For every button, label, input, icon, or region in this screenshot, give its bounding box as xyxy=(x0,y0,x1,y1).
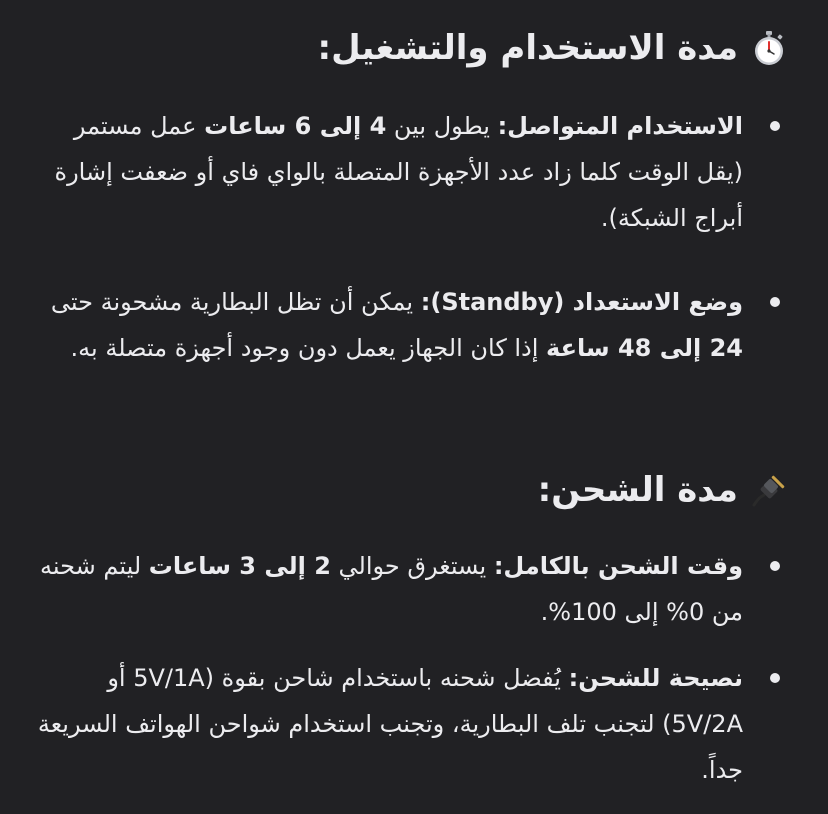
item-highlight: 2 إلى 3 ساعات xyxy=(148,551,331,580)
item-text: يستغرق حوالي xyxy=(330,551,494,580)
charging-heading xyxy=(28,470,788,511)
item-highlight: 4 إلى 6 ساعات xyxy=(204,111,387,140)
item-text: ليتم شحنه من 0% إلى 100%. xyxy=(40,551,743,626)
charging-list xyxy=(28,543,788,793)
usage-list xyxy=(28,103,788,371)
bullet xyxy=(770,561,780,571)
item-highlight: 24 إلى 48 ساعة xyxy=(546,333,743,362)
stopwatch-icon xyxy=(750,29,788,67)
item-text: يمكن أن تظل البطارية مشحونة حتى xyxy=(50,287,421,316)
list-item xyxy=(28,655,788,793)
list-item xyxy=(28,543,788,635)
item-label: وقت الشحن بالكامل: xyxy=(493,551,743,580)
bullet xyxy=(770,121,780,131)
item-text: يطول بين xyxy=(386,111,498,140)
item-text: عمل مستمر (يقل الوقت كلما زاد عدد الأجهزة المتصلة بالواي فاي أو ضعفت إشارة أبراج الشبكة). xyxy=(54,111,743,232)
plug-icon xyxy=(750,471,788,509)
bullet xyxy=(770,673,780,683)
item-text: إذا كان الجهاز يعمل دون وجود أجهزة متصلة به. xyxy=(70,333,547,362)
bullet xyxy=(770,297,780,307)
charging-heading-text: مدة الشحن: xyxy=(537,470,738,510)
item-text: يُفضل شحنه باستخدام شاحن بقوة (5V/1A أو 5V/2A) لتجنب تلف البطارية، وتجنب استخدام شواحن الهواتف السريعة جداً. xyxy=(37,663,743,784)
item-label: الاستخدام المتواصل: xyxy=(497,111,743,140)
list-item xyxy=(28,279,788,371)
item-label: نصيحة للشحن: xyxy=(568,663,743,692)
usage-heading xyxy=(28,28,788,69)
item-label: وضع الاستعداد (Standby): xyxy=(420,287,743,316)
usage-section xyxy=(28,28,788,371)
list-item xyxy=(28,103,788,241)
charging-section xyxy=(28,470,788,793)
usage-heading-text: مدة الاستخدام والتشغيل: xyxy=(317,28,738,68)
